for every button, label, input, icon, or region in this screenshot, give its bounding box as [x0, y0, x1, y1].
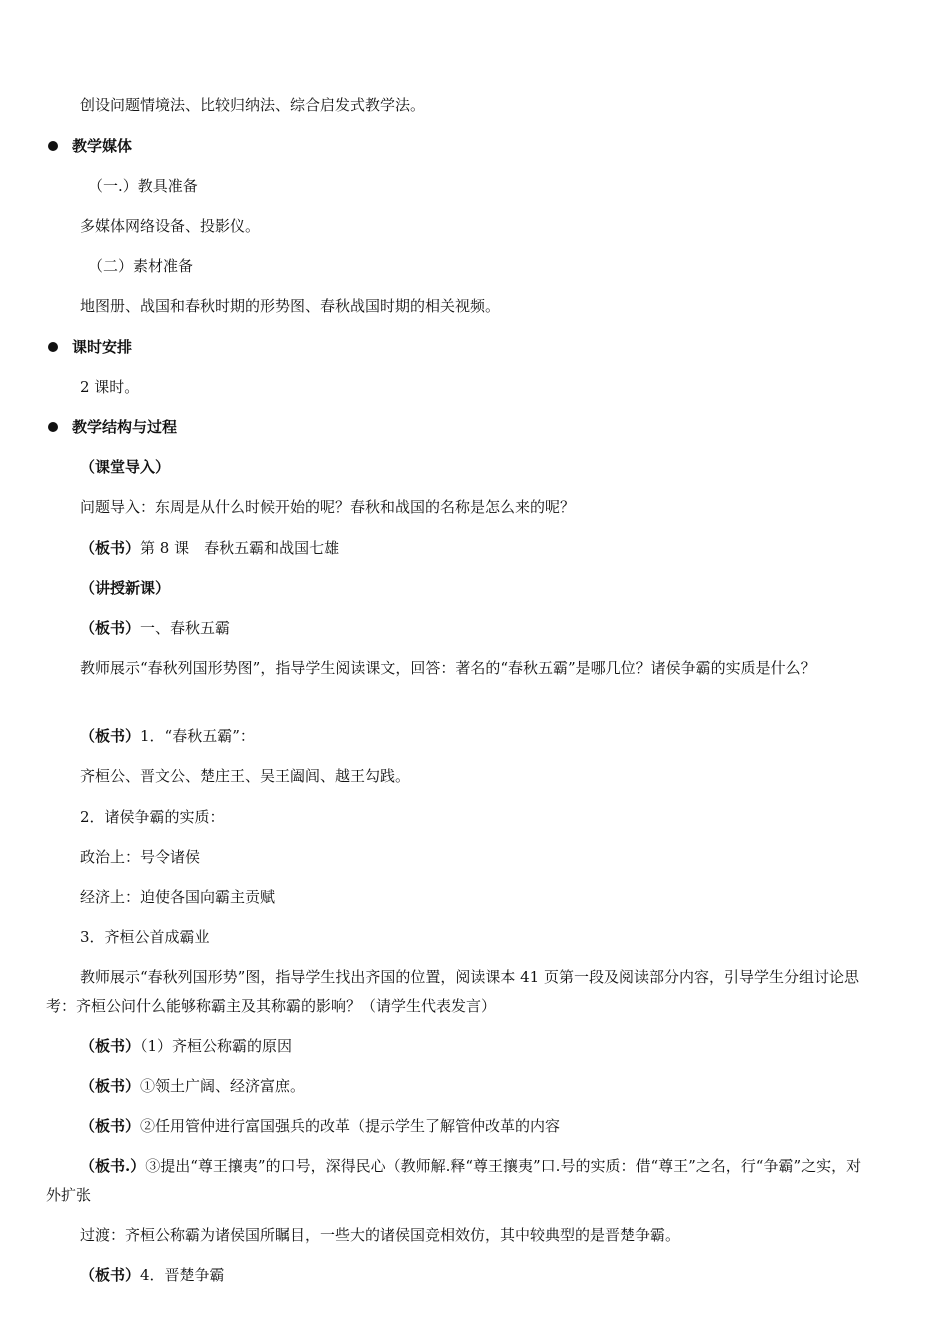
materials-text: 地图册、战国和春秋时期的形势图、春秋战国时期的相关视频。 [80, 297, 501, 315]
five-hegemons: 齐桓公、晋文公、楚庄王、吴王阖闾、越王勾践。 [80, 767, 411, 785]
teacher-display-2: 教师展示“春秋列国形势”图，指导学生找出齐国的位置，阅读课本 41 页第一段及阅读部分内容，引导学生分组讨论思考：齐桓公问什么能够称霸主及其称霸的影响？（请学生代表发言） [46, 968, 859, 1015]
politics: 政治上：号令诸侯 [80, 848, 201, 866]
board-reason2 [80, 1116, 560, 1136]
section-title: 教学媒体 [72, 137, 133, 155]
intro-heading: （课堂导入） [80, 458, 171, 476]
board-item1 [80, 726, 255, 746]
section-structure [48, 417, 177, 437]
board-reason3 [46, 1152, 866, 1210]
reason-heading: （1）齐桓公称霸的原因 [140, 1037, 293, 1055]
section-title: 教学结构与过程 [72, 418, 178, 436]
teacher-display-1: 教师展示“春秋列国形势图”，指导学生阅读课文，回答：著名的“春秋五霸”是哪几位？诸侯争霸的实质是什么？ [80, 659, 816, 677]
item2: 2．诸侯争霸的实质： [80, 808, 225, 826]
board-tag: （板书） [80, 1037, 141, 1055]
item1: 1．“春秋五霸”： [140, 727, 255, 745]
board-item4 [80, 1265, 225, 1285]
bullet-icon [48, 422, 58, 432]
board-part1 [80, 618, 230, 638]
board-tag: （板书） [80, 1077, 141, 1095]
board-tag: （板书） [80, 1266, 141, 1284]
board-tag: （板书） [80, 1117, 141, 1135]
part1-title: 一、春秋五霸 [140, 619, 231, 637]
reason2: ②任用管仲进行富国强兵的改革（提示学生了解管仲改革的内容 [140, 1117, 561, 1135]
section-schedule [48, 337, 132, 357]
board-tag: （板书） [80, 619, 141, 637]
schedule-text: 2 课时。 [80, 378, 140, 396]
item4: 4．晋楚争霸 [140, 1266, 225, 1284]
board-reason-heading [80, 1036, 292, 1056]
reason1: ①领土广阔、经济富庶。 [140, 1077, 306, 1095]
board-tag: （板书.） [80, 1157, 146, 1175]
transition: 过渡：齐桓公称霸为诸侯国所瞩目，一些大的诸侯国竞相效仿，其中较典型的是晋楚争霸。 [80, 1226, 681, 1244]
board-tag: （板书） [80, 727, 141, 745]
economy: 经济上：迫使各国向霸主贡赋 [80, 888, 276, 906]
section-title: 课时安排 [72, 338, 133, 356]
reason3: ③提出“尊王攘夷”的口号，深得民心（教师解.释“尊王攘夷”口.号的实质：借“尊王”之名，行“争霸”之实，对外扩张 [46, 1157, 862, 1204]
bullet-icon [48, 141, 58, 151]
methods-text: 创设问题情境法、比较归纳法、综合启发式教学法。 [80, 96, 426, 114]
tools-heading: （一.）教具准备 [88, 177, 198, 195]
intro-question: 问题导入：东周是从什么时候开始的呢？春秋和战国的名称是怎么来的呢？ [80, 498, 576, 516]
materials-heading: （二）素材准备 [88, 257, 194, 275]
board-reason1 [80, 1076, 305, 1096]
new-lesson-heading: （讲授新课） [80, 579, 171, 597]
board-lesson-title [80, 538, 339, 558]
item3: 3．齐桓公首成霸业 [80, 928, 210, 946]
bullet-icon [48, 342, 58, 352]
board-tag: （板书） [80, 539, 141, 557]
tools-text: 多媒体网络设备、投影仪。 [80, 217, 261, 235]
lesson-title: 第 8 课 春秋五霸和战国七雄 [140, 539, 340, 557]
section-media [48, 136, 132, 156]
